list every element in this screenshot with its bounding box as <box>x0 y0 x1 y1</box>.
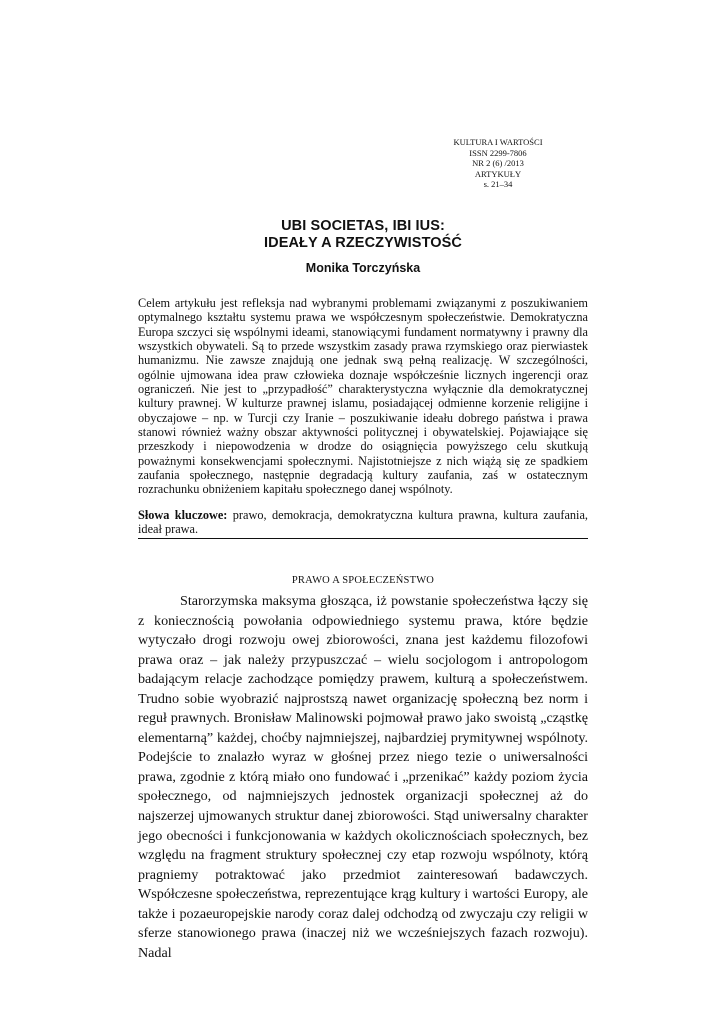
journal-issn: ISSN 2299-7806 <box>469 147 527 158</box>
article-title-line-1: UBI SOCIETAS, IBI IUS: <box>281 218 445 234</box>
journal-header <box>418 137 578 190</box>
abstract-divider <box>138 538 588 539</box>
page-range: s. 21–34 <box>483 179 513 190</box>
keywords <box>138 508 588 537</box>
abstract: Celem artykułu jest refleksja nad wybranymi problemami związanymi z poszukiwaniem optymalnego kształtu systemu prawa we współczesnym społeczeństwie. Demokratyczna Europa szczyci się wspólnymi ideami, stanowiącymi fundament normatywny i prawny dla wszystkich obywateli. Są to przede wszystkim zasady prawa rzymskiego oraz pierwiastek humanizmu. Nie zawsze znajdują one jednak swą pełną realizację. W szczególności, ogólnie ujmowana idea praw człowieka doznaje współcześnie licznych ingerencji oraz ograniczeń. Nie jest to „przypadłość” charakterystyczna wyłącznie dla demokratycznej kultury prawnej. W kulturze prawnej islamu, posiadającej odmienne korzenie religijne i obyczajowe – np. w Turcji czy Iranie – poszukiwanie ideału dobrego państwa i prawa stanowi również ważny obszar aktywności politycznej i obywatelskiej. Pojawiające się przeszkody i niepowodzenia w drodze do osiągnięcia powyższego celu skutkują poważnymi konsekwencjami społecznymi. Najistotniejsze z nich wiążą się ze spadkiem zaufania społecznego, następnie degradacją kultury zaufania, zaś w ostatecznym rozrachunku obniżeniem kapitału społecznego danej wspólnoty. <box>138 296 588 497</box>
journal-section: ARTYKUŁY <box>474 168 522 179</box>
journal-name: KULTURA I WARTOŚCI <box>453 137 543 147</box>
section-heading: PRAWO A SPOŁECZEŃSTWO <box>291 575 435 586</box>
article-author: Monika Torczyńska <box>305 261 421 275</box>
body-paragraph: Starorzymska maksyma głosząca, iż powstanie społeczeństwa łączy się z koniecznością powołania odpowiedniego systemu prawa, które będzie wytyczało drogi rozwoju owej zbiorowości, znana jest każdemu filozofowi prawa oraz – jak należy przypuszczać – wielu socjologom i antropologom badającym relacje zachodzące pomiędzy prawem, kulturą a społeczeństwem. Trudno sobie wyobrazić najprostszą nawet organizację społeczną bez norm i reguł prawnych. Bronisław Malinowski pojmował prawo jako swoistą „cząstkę elementarną” każdej, choćby najmniejszej, najbardziej prymitywnej wspólnoty. Podejście to znalazło wyraz w głośnej przez niego tezie o uniwersalności prawa, zgodnie z którą miało ono fundować i „przenikać” każdy poziom życia społecznego, od najmniejszych jednostek organizacji społecznej aż do najszerzej ujmowanych struktur danej zbiorowości. Stąd uniwersalny charakter jego obecności i funkcjonowania w każdych okolicznościach społecznych, bez względu na fragment struktury społecznej czy etap rozwoju wspólnoty, którą pragniemy potraktować jako przedmiot zainteresowań badawczych. Współczesne społeczeństwa, reprezentujące krąg kultury i wartości Europy, ale także i pozaeuropejskie narody coraz dalej odchodzą od zwyczaju czy religii w sferze stanowionego prawa (inaczej niż we wcześniejszych fazach rozwoju). Nadal <box>138 593 588 961</box>
keywords-text: prawo, demokracja, demokratyczna kultura prawna, kultura zaufania, ideał prawa. <box>138 508 588 537</box>
keywords-label: Słowa kluczowe: <box>138 508 228 522</box>
article-title-line-2: IDEAŁY A RZECZYWISTOŚĆ <box>264 235 462 251</box>
journal-issue: NR 2 (6) /2013 <box>472 158 524 169</box>
title-block <box>138 218 588 276</box>
